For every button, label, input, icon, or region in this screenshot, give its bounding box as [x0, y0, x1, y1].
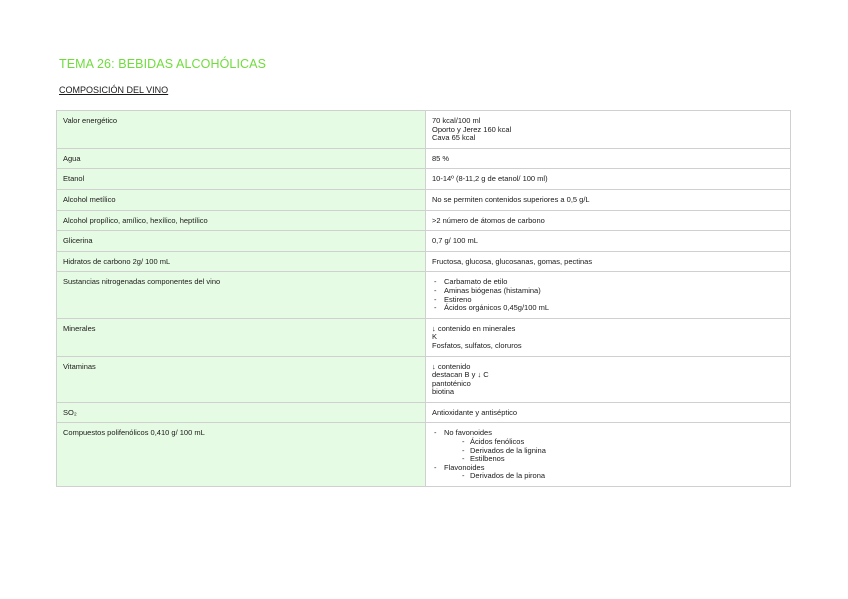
- value-line: 0,7 g/ 100 mL: [432, 236, 478, 246]
- value-line: pantoténico: [432, 378, 471, 388]
- bullet-subitem: - Derivados de la lignina: [432, 447, 784, 456]
- page-title: TEMA 26: BEBIDAS ALCOHÓLICAS: [59, 57, 267, 71]
- table-row: [57, 210, 791, 231]
- table-row: [57, 356, 791, 402]
- bullet-item: - Ácidos orgánicos 0,45g/100 mL: [432, 304, 784, 313]
- bullet-subitem: - Derivados de la pirona: [432, 472, 784, 481]
- value-line: 85 %: [432, 153, 450, 163]
- row-value: [426, 231, 791, 252]
- table-row: [57, 169, 791, 190]
- row-key: Minerales: [57, 318, 426, 356]
- table-row: [57, 272, 791, 318]
- value-line: No se permiten contenidos superiores a 0,5 g/L: [432, 194, 590, 204]
- bullet-item: - Flavonoides: [432, 464, 784, 473]
- section-subtitle: COMPOSICIÓN DEL VINO: [59, 85, 169, 95]
- row-value: [426, 210, 791, 231]
- value-line: >2 número de átomos de carbono: [432, 215, 545, 225]
- row-value: [426, 318, 791, 356]
- row-value: [426, 423, 791, 487]
- value-line: 10-14º (8-11,2 g de etanol/ 100 ml): [432, 174, 548, 184]
- row-value: [426, 111, 791, 149]
- table-row: [57, 251, 791, 272]
- row-value: [426, 251, 791, 272]
- row-key: Etanol: [57, 169, 426, 190]
- row-key: Glicerina: [57, 231, 426, 252]
- table-row: [57, 148, 791, 169]
- row-key: Alcohol metílico: [57, 189, 426, 210]
- row-value: [426, 272, 791, 318]
- composition-table: [56, 110, 791, 487]
- bullet-subitem: - Estilbenos: [432, 455, 784, 464]
- table-row: [57, 111, 791, 149]
- bullet-item: - Estireno: [432, 296, 784, 305]
- row-key: Valor energético: [57, 111, 426, 149]
- value-line: ↓ contenido: [432, 361, 471, 371]
- row-key: SO₂: [57, 402, 426, 423]
- table-row: [57, 231, 791, 252]
- row-value: [426, 148, 791, 169]
- value-line: Antioxidante y antiséptico: [432, 407, 518, 417]
- table-row: [57, 189, 791, 210]
- row-key: Alcohol propílico, amílico, hexílico, heptílico: [57, 210, 426, 231]
- value-line: Fructosa, glucosa, glucosanas, gomas, pectinas: [432, 256, 593, 266]
- row-value: [426, 356, 791, 402]
- row-value: [426, 189, 791, 210]
- table-row: [57, 318, 791, 356]
- row-key: Compuestos polifenólicos 0,410 g/ 100 mL: [57, 423, 426, 487]
- value-line: K: [432, 332, 438, 342]
- value-line: 70 kcal/100 ml: [432, 116, 481, 125]
- table-row: [57, 402, 791, 423]
- bullet-subitem: - Ácidos fenólicos: [432, 438, 784, 447]
- value-line: ↓ contenido en minerales: [432, 323, 516, 333]
- bullet-item: - Aminas biógenas (histamina): [432, 287, 784, 296]
- bullet-item: - No favonoides: [432, 429, 784, 438]
- row-key: Agua: [57, 148, 426, 169]
- value-line: Cava 65 kcal: [432, 133, 476, 143]
- row-value: [426, 402, 791, 423]
- row-key: Sustancias nitrogenadas componentes del vino: [57, 272, 426, 318]
- row-key: Vitaminas: [57, 356, 426, 402]
- row-value: [426, 169, 791, 190]
- value-line: destacan B y ↓ C: [432, 370, 489, 380]
- table-row: [57, 423, 791, 487]
- value-line: Oporto y Jerez 160 kcal: [432, 124, 512, 134]
- value-line: biotina: [432, 387, 455, 397]
- value-line: Fosfatos, sulfatos, cloruros: [432, 340, 522, 350]
- row-key: Hidratos de carbono 2g/ 100 mL: [57, 251, 426, 272]
- bullet-item: - Carbamato de etilo: [432, 278, 784, 287]
